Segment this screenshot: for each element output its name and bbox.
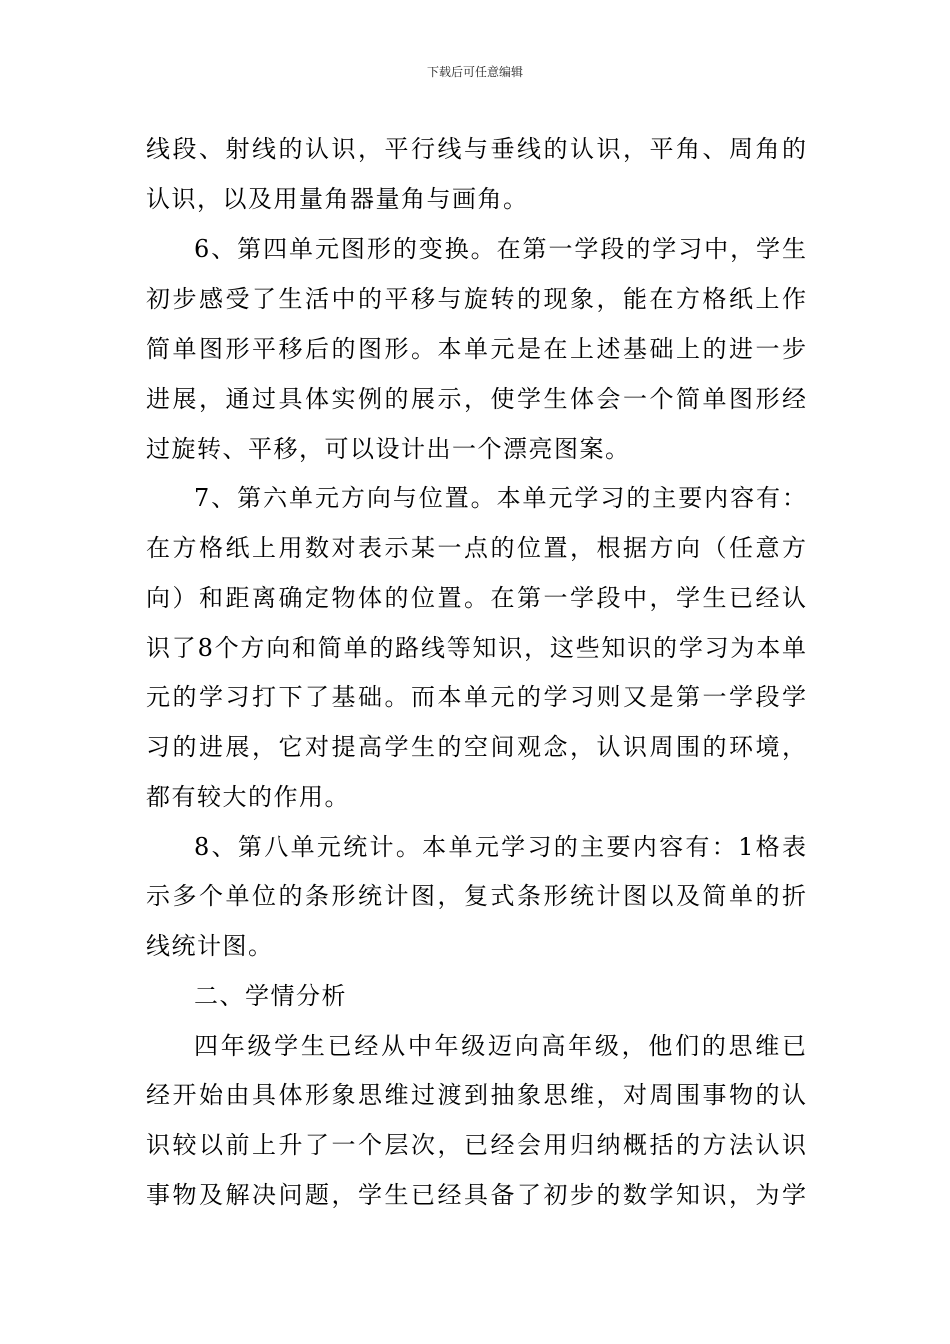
text-line: 都有较大的作用。 (146, 783, 350, 811)
text-line: 过旋转、平移，可以设计出一个漂亮图案。 (146, 435, 631, 463)
text-line: 在方格纸上用数对表示某一点的位置，根据方向（任意方 (146, 534, 806, 562)
text-line: 识了8个方向和简单的路线等知识，这些知识的学习为本单 (146, 634, 806, 662)
text-line: 8、第八单元统计。本单元学习的主要内容有：1格表 (194, 833, 806, 861)
text-line: 进展，通过具体实例的展示，使学生体会一个简单图形经 (146, 385, 806, 413)
text-line: 认识，以及用量角器量角与画角。 (146, 185, 529, 213)
text-line: 初步感受了生活中的平移与旋转的现象，能在方格纸上作 (146, 285, 806, 313)
text-line: 习的进展，它对提高学生的空间观念，认识周围的环境， (146, 733, 806, 761)
section-heading: 二、学情分析 (194, 982, 347, 1010)
text-line: 线统计图。 (146, 932, 274, 960)
text-line: 识较以前上升了一个层次，已经会用归纳概括的方法认识 (146, 1131, 806, 1159)
text-line: 6、第四单元图形的变换。在第一学段的学习中，学生 (194, 235, 806, 263)
page-header: 下载后可任意编辑 (426, 65, 523, 79)
text-line: 向）和距离确定物体的位置。在第一学段中，学生已经认 (146, 584, 806, 612)
text-line: 事物及解决问题，学生已经具备了初步的数学知识，为学 (146, 1181, 806, 1209)
text-line: 线段、射线的认识，平行线与垂线的认识，平角、周角的 (146, 135, 806, 163)
text-line: 经开始由具体形象思维过渡到抽象思维，对周围事物的认 (146, 1081, 806, 1109)
text-line: 示多个单位的条形统计图，复式条形统计图以及简单的折 (146, 882, 806, 910)
text-line: 四年级学生已经从中年级迈向高年级，他们的思维已 (194, 1032, 806, 1060)
text-line: 简单图形平移后的图形。本单元是在上述基础上的进一步 (146, 335, 806, 363)
text-line: 元的学习打下了基础。而本单元的学习则又是第一学段学 (146, 683, 806, 711)
text-line: 7、第六单元方向与位置。本单元学习的主要内容有： (194, 484, 806, 512)
